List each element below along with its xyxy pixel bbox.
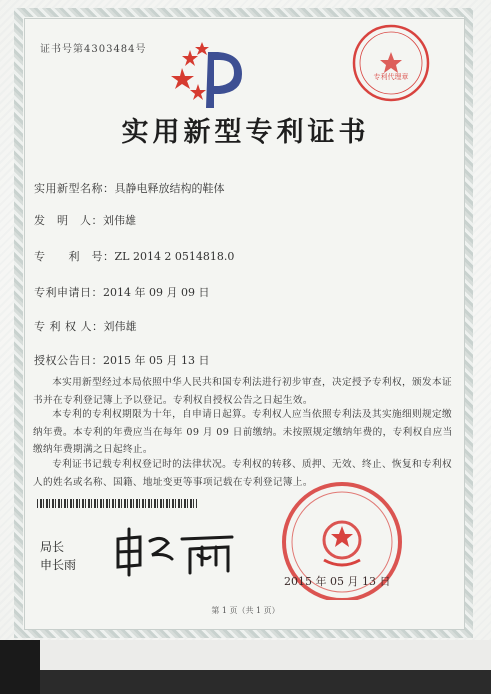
scan-shadow bbox=[0, 640, 40, 694]
page-footer: 第 1 页（共 1 页） bbox=[211, 606, 280, 615]
seal-top-text: 专利代理章 bbox=[373, 73, 409, 81]
patent-number-row bbox=[34, 248, 234, 264]
agency-seal-icon bbox=[350, 22, 432, 104]
page-title: 实用新型专利证书 bbox=[121, 117, 370, 148]
barcode bbox=[37, 499, 197, 508]
application-date-row bbox=[34, 284, 209, 300]
field-value: 刘伟雄 bbox=[103, 214, 136, 227]
paragraph-term: 本专利的专利权期限为十年，自申请日起算。专利权人应当依照专利法及其实施细则规定缴纳年费。本专利的年费应当在每年 09 月 09 日前缴纳。未按照规定缴纳年费的，专利权自应当缴纳年费期满之日起终止。 bbox=[33, 409, 453, 455]
paragraph-status: 专利证书记载专利权登记时的法律状况。专利权的转移、质押、无效、终止、恢复和专利权人的姓名或名称、国籍、地址变更等事项记载在专利登记簿上。 bbox=[33, 459, 452, 488]
field-value: 刘伟雄 bbox=[103, 320, 137, 333]
paragraph-grant: 本实用新型经过本局依照中华人民共和国专利法进行初步审查，决定授予专利权，颁发本证书并在专利登记簿上予以登记。专利权自授权公告之日起生效。 bbox=[33, 377, 452, 406]
field-value: 2014 年 09 月 09 日 bbox=[103, 286, 210, 299]
sipo-logo-icon bbox=[170, 40, 254, 110]
field-label: 专 利 权 人： bbox=[34, 320, 104, 333]
scan-edge bbox=[0, 640, 491, 694]
certificate-number: 证书号第4303484号 bbox=[40, 44, 147, 55]
field-label: 发 明 人： bbox=[34, 214, 103, 227]
director-signature-icon bbox=[110, 525, 240, 577]
grant-date-row bbox=[34, 352, 209, 368]
field-label: 专 利 号： bbox=[34, 250, 115, 263]
inventor-row bbox=[34, 212, 136, 228]
field-value: 2015 年 05 月 13 日 bbox=[103, 354, 210, 367]
scan-shadow bbox=[40, 670, 491, 694]
field-label: 专利申请日： bbox=[34, 286, 103, 299]
field-label: 授权公告日： bbox=[34, 354, 103, 367]
field-label: 实用新型名称： bbox=[34, 182, 115, 195]
field-value: ZL 2014 2 0514818.0 bbox=[114, 250, 235, 263]
field-value: 具静电释放结构的鞋体 bbox=[114, 182, 225, 195]
utility-model-name-row bbox=[34, 180, 225, 196]
director-name: 申长雨 bbox=[40, 558, 77, 572]
director-label: 局长 bbox=[40, 540, 65, 554]
seal-date: 2015 年 05 月 13 日 bbox=[284, 575, 391, 588]
patentee-row bbox=[34, 318, 137, 334]
